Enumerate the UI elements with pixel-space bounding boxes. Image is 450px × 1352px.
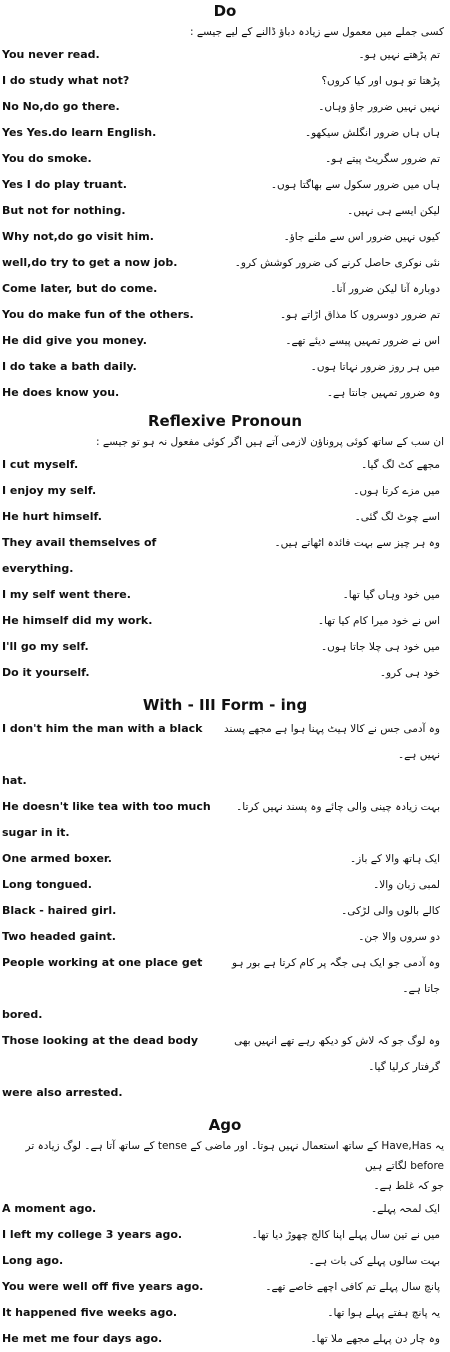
sentence-row (0, 354, 450, 380)
sentence-row (0, 820, 450, 846)
urdu-translation: خود ہی کرو۔ (379, 667, 440, 679)
urdu-translation: کالے بالوں والی لڑکی۔ (341, 905, 440, 917)
english-sentence: You were well off five years ago. (2, 1280, 204, 1293)
sentence-row (0, 898, 450, 924)
rows-do (0, 42, 450, 406)
sentence-row (0, 794, 450, 820)
urdu-translation: اس نے خود میرا کام کیا تھا۔ (317, 615, 440, 627)
urdu-translation: کیوں نہیں ضرور اس سے ملنے جاؤ۔ (283, 231, 440, 243)
urdu-translation: ایک لمحہ پہلے۔ (371, 1203, 440, 1215)
english-sentence: I left my college 3 years ago. (2, 1228, 183, 1241)
section-intro-ago-line2: جو کہ غلط ہے۔ (373, 1180, 444, 1192)
english-sentence: You do smoke. (2, 152, 92, 165)
sentence-row (0, 172, 450, 198)
urdu-translation: تم ضرور دوسروں کا مذاق اڑاتے ہو۔ (279, 309, 440, 321)
urdu-translation: وہ لوگ جو کہ لاش کو دیکھ رہے تھے انہیں بھی گرفتار کرلیا گیا۔ (234, 1035, 440, 1073)
urdu-translation: پانچ سال پہلے تم کافی اچھے خاصے تھے۔ (265, 1281, 440, 1293)
section-title-reflexive: Reflexive Pronoun (147, 412, 303, 430)
english-sentence: Two headed gaint. (2, 930, 116, 943)
sentence-row (0, 452, 450, 478)
sentence-row (0, 302, 450, 328)
urdu-translation: میں خود وہاں گیا تھا۔ (342, 589, 440, 601)
urdu-translation: وہ ہر چیز سے بہت فائدہ اٹھاتے ہیں۔ (274, 537, 440, 549)
sentence-row (0, 660, 450, 686)
urdu-translation: ہاں میں ضرور سکول سے بھاگتا ہوں۔ (270, 179, 440, 191)
english-sentence: sugar in it. (2, 826, 70, 839)
sentence-row (0, 1326, 450, 1352)
english-sentence: Those looking at the dead body (2, 1034, 199, 1047)
english-sentence: He met me four days ago. (2, 1332, 163, 1345)
urdu-translation: وہ چار دن پہلے مجھے ملا تھا۔ (310, 1333, 440, 1345)
section-title-with: With - III Form - ing (142, 696, 308, 714)
english-sentence: Come later, but do come. (2, 282, 158, 295)
sentence-row (0, 198, 450, 224)
sentence-row (0, 1080, 450, 1106)
section-intro-do: کسی جملے میں معمول سے زیادہ دباؤ ڈالنے کے لیے جیسے : (190, 26, 444, 38)
urdu-translation: وہ ضرور تمہیں جانتا ہے۔ (326, 387, 440, 399)
urdu-translation: تم پڑھتے نہیں ہو۔ (358, 49, 440, 61)
sentence-row (0, 872, 450, 898)
sentence-row (0, 276, 450, 302)
english-sentence: People working at one place get (2, 956, 203, 969)
urdu-translation: لیکن ایسے ہی نہیں۔ (347, 205, 440, 217)
english-sentence: He did give you money. (2, 334, 147, 347)
english-sentence: Do it yourself. (2, 666, 90, 679)
sentence-row (0, 950, 450, 1002)
english-sentence: Why not,do go visit him. (2, 230, 154, 243)
english-sentence: One armed boxer. (2, 852, 112, 865)
sentence-row (0, 380, 450, 406)
sentence-row (0, 1222, 450, 1248)
english-sentence: were also arrested. (2, 1086, 123, 1099)
section-intro-ago-line1: یہ Have,Has کے ساتھ استعمال نہیں ہوتا۔ اور ماضی کے tense کے ساتھ آتا ہے۔ لوگ زیادہ تر before لگاتے ہیں (25, 1140, 444, 1172)
english-sentence: I don't him the man with a black (2, 722, 203, 735)
urdu-translation: بہت زیادہ چینی والی چائے وہ پسند نہیں کرتا۔ (236, 801, 440, 813)
sentence-row (0, 94, 450, 120)
urdu-translation: ہاں ہاں ضرور انگلش سیکھو۔ (304, 127, 440, 139)
sentence-row (0, 1300, 450, 1326)
english-sentence: Yes I do play truant. (2, 178, 127, 191)
urdu-translation: دوبارہ آنا لیکن ضرور آنا۔ (330, 283, 440, 295)
urdu-translation: میں مزے کرتا ہوں۔ (353, 485, 440, 497)
sentence-row (0, 120, 450, 146)
sentence-row (0, 1028, 450, 1080)
english-sentence: hat. (2, 774, 27, 787)
sentence-row (0, 42, 450, 68)
english-sentence: They avail themselves of (2, 536, 157, 549)
rows-reflexive (0, 452, 450, 686)
english-sentence: Long ago. (2, 1254, 64, 1267)
urdu-translation: وہ آدمی جو ایک ہی جگہ پر کام کرتا ہے بور ہو جاتا ہے۔ (231, 957, 440, 995)
sentence-row (0, 146, 450, 172)
urdu-translation: دو سروں والا جن۔ (358, 931, 440, 943)
english-sentence: Long tongued. (2, 878, 92, 891)
urdu-translation: ایک ہاتھ والا کے باز۔ (350, 853, 440, 865)
english-sentence: You do make fun of the others. (2, 308, 194, 321)
sentence-row (0, 716, 450, 768)
section-intro-reflexive: ان سب کے ساتھ کوئی پروناؤن لازمی آتے ہیں اگر کوئی مفعول نہ ہو تو جیسے : (96, 436, 444, 448)
english-sentence: No No,do go there. (2, 100, 120, 113)
urdu-translation: اسے چوٹ لگ گئی۔ (354, 511, 440, 523)
urdu-translation: میں خود ہی چلا جاتا ہوں۔ (321, 641, 440, 653)
english-sentence: But not for nothing. (2, 204, 126, 217)
english-sentence: Yes Yes.do learn English. (2, 126, 157, 139)
english-sentence: I do study what not? (2, 74, 130, 87)
urdu-translation: تم ضرور سگریٹ پیتے ہو۔ (325, 153, 440, 165)
sentence-row (0, 1274, 450, 1300)
sentence-row (0, 504, 450, 530)
sentence-row (0, 68, 450, 94)
english-sentence: He hurt himself. (2, 510, 102, 523)
section-title-do: Do (213, 2, 237, 20)
sentence-row (0, 634, 450, 660)
english-sentence: I my self went there. (2, 588, 131, 601)
sentence-row (0, 328, 450, 354)
urdu-translation: پڑھتا تو ہوں اور کیا کروں؟ (321, 75, 440, 87)
urdu-translation: میں ہر روز ضرور نہاتا ہوں۔ (310, 361, 440, 373)
sentence-row (0, 530, 450, 556)
sentence-row (0, 846, 450, 872)
sentence-row (0, 250, 450, 276)
urdu-translation: نئی نوکری حاصل کرنے کی ضرور کوشش کرو۔ (234, 257, 440, 269)
rows-ago (0, 1196, 450, 1352)
sentence-row (0, 1196, 450, 1222)
english-sentence: I'll go my self. (2, 640, 89, 653)
english-sentence: He doesn't like tea with too much (2, 800, 211, 813)
sentence-row (0, 224, 450, 250)
english-sentence: I cut myself. (2, 458, 79, 471)
urdu-translation: میں نے تین سال پہلے اپنا کالج چھوڑ دیا تھا۔ (251, 1229, 440, 1241)
urdu-translation: اس نے ضرور تمہیں پیسے دیئے تھے۔ (285, 335, 440, 347)
urdu-translation: بہت سالوں پہلے کی بات ہے۔ (308, 1255, 440, 1267)
english-sentence: A moment ago. (2, 1202, 97, 1215)
sentence-row (0, 1248, 450, 1274)
sentence-row (0, 582, 450, 608)
urdu-translation: یہ پانچ ہفتے پہلے ہوا تھا۔ (327, 1307, 440, 1319)
english-sentence: bored. (2, 1008, 43, 1021)
english-sentence: everything. (2, 562, 74, 575)
sentence-row (0, 556, 450, 582)
english-sentence: I do take a bath daily. (2, 360, 137, 373)
english-sentence: He himself did my work. (2, 614, 153, 627)
english-sentence: He does know you. (2, 386, 120, 399)
urdu-translation: لمبی زبان والا۔ (373, 879, 440, 891)
section-title-ago: Ago (208, 1116, 242, 1134)
sentence-row (0, 924, 450, 950)
sentence-row (0, 1002, 450, 1028)
english-sentence: It happened five weeks ago. (2, 1306, 178, 1319)
english-sentence: You never read. (2, 48, 100, 61)
english-sentence: I enjoy my self. (2, 484, 97, 497)
sentence-row (0, 608, 450, 634)
english-sentence: well,do try to get a now job. (2, 256, 178, 269)
urdu-translation: مجھے کٹ لگ گیا۔ (361, 459, 440, 471)
urdu-translation: نہیں نہیں ضرور جاؤ وہاں۔ (318, 101, 440, 113)
urdu-translation: وہ آدمی جس نے کالا ہیٹ پہنا ہوا ہے مجھے پسند نہیں ہے۔ (224, 723, 440, 761)
sentence-row (0, 768, 450, 794)
english-sentence: Black - haired girl. (2, 904, 117, 917)
sentence-row (0, 478, 450, 504)
rows-with (0, 716, 450, 1106)
